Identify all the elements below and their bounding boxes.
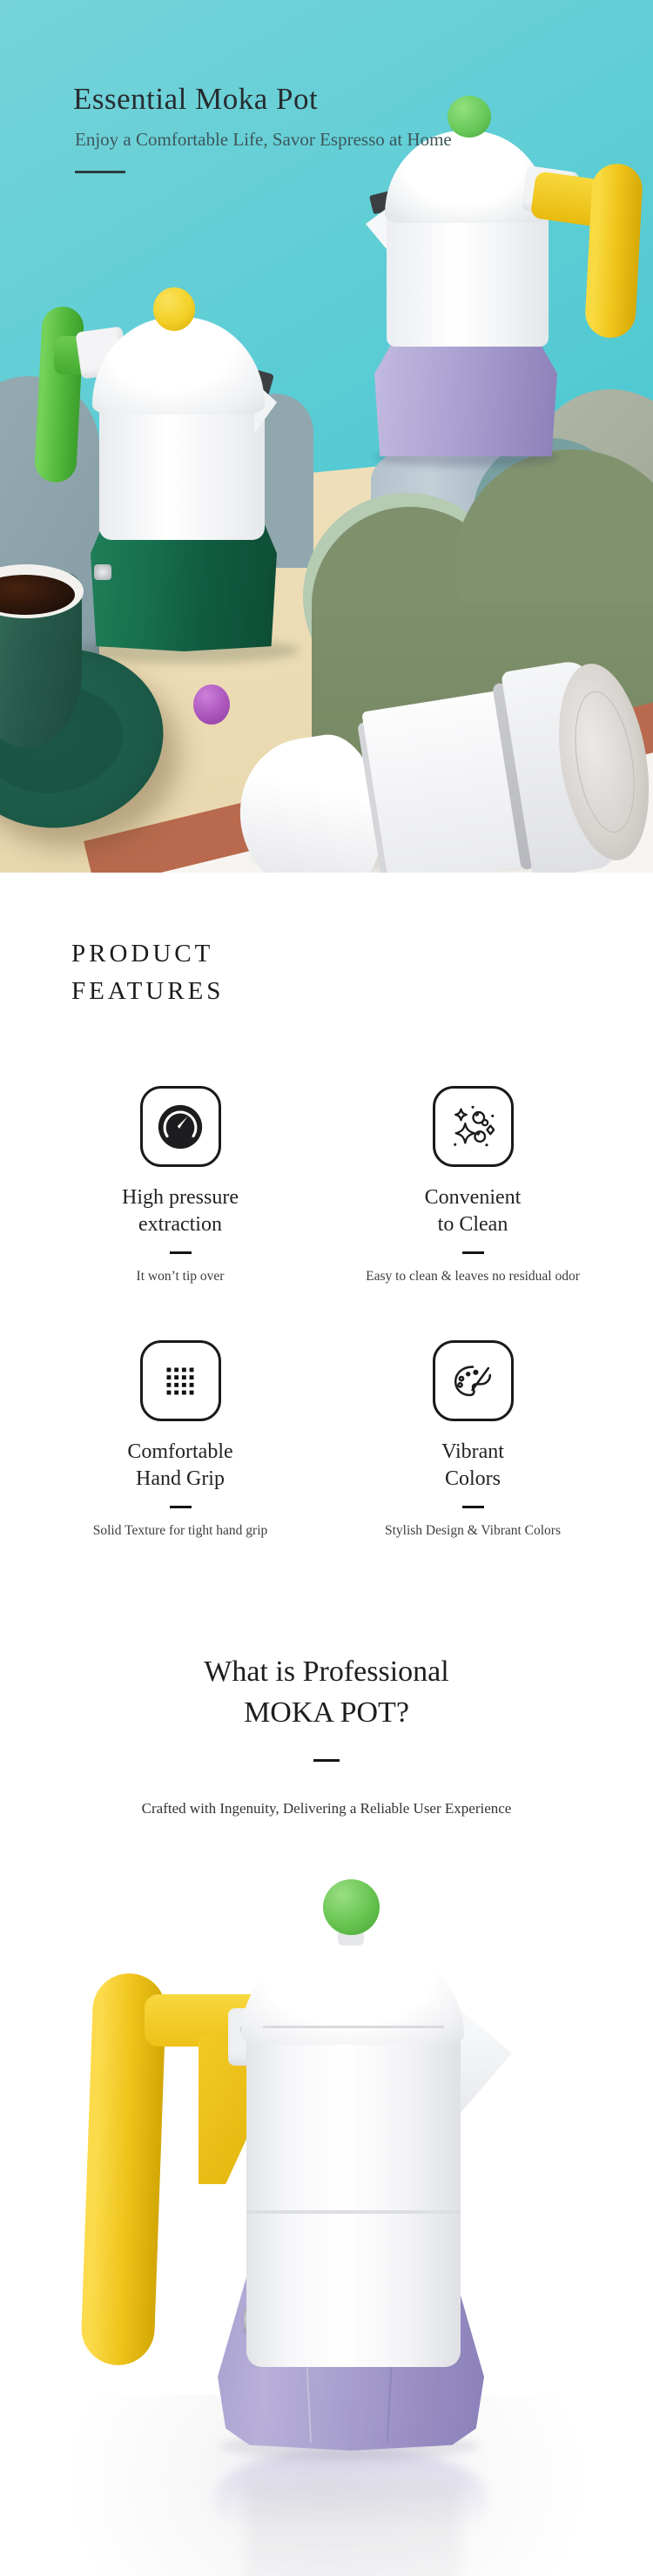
feature-title: Vibrant Colors <box>441 1440 504 1490</box>
feature-title: Comfortable Hand Grip <box>127 1440 233 1490</box>
feature-high-pressure <box>37 1086 324 1285</box>
pot-body <box>246 2034 461 2367</box>
feature-caption: Solid Texture for tight hand grip <box>92 1522 268 1538</box>
green-octagon-base <box>91 523 277 651</box>
sparkles-icon-glyph <box>448 1102 498 1152</box>
gauge-icon-glyph <box>155 1102 205 1152</box>
divider-line <box>462 1506 484 1508</box>
section-subtitle: Crafted with Ingenuity, Delivering a Reliable User Experience <box>141 1800 512 1817</box>
magenta-ball-prop <box>193 684 230 725</box>
divider-line <box>462 1251 484 1254</box>
feature-caption: It won’t tip over <box>136 1268 225 1284</box>
gauge-icon <box>140 1086 221 1167</box>
yellow-ball-knob <box>153 287 195 331</box>
pot-body <box>387 207 549 347</box>
feature-vibrant-colors <box>329 1340 616 1539</box>
features-heading-line1: PRODUCT <box>71 940 214 968</box>
palette-icon <box>433 1340 514 1421</box>
feature-caption: Stylish Design & Vibrant Colors <box>384 1522 561 1538</box>
pot-spout <box>456 2006 512 2118</box>
pot-body-ring <box>246 2210 461 2214</box>
pot-lid-dome <box>241 1939 464 2045</box>
feature-title: High pressure extraction <box>122 1186 239 1236</box>
lid-seam <box>263 2026 444 2028</box>
grip-dots-icon <box>140 1340 221 1421</box>
feature-convenient-clean <box>329 1086 616 1285</box>
grip-dots-icon-glyph <box>155 1356 205 1406</box>
green-ball-knob <box>448 96 491 138</box>
sparkles-icon <box>433 1086 514 1167</box>
divider-line <box>170 1506 192 1508</box>
yellow-handle-grip <box>584 163 643 340</box>
hero-photo <box>0 0 653 873</box>
what-is-section <box>0 1651 653 1817</box>
pot-reflection <box>246 2482 461 2576</box>
safety-valve <box>94 564 111 580</box>
features-heading <box>71 935 224 1010</box>
divider-line <box>75 171 125 173</box>
bottom-product-photo <box>0 1872 653 2576</box>
section-title: What is Professional MOKA POT? <box>204 1656 449 1729</box>
palette-icon-glyph <box>448 1356 498 1406</box>
green-ball-knob <box>323 1879 380 1935</box>
feature-title: Convenient to Clean <box>424 1186 522 1236</box>
divider-line <box>313 1759 340 1762</box>
hero-title: Essential Moka Pot <box>73 82 319 116</box>
pot-body <box>99 394 265 540</box>
purple-octagon-base <box>374 341 557 456</box>
divider-line <box>170 1251 192 1254</box>
features-heading-line2: FEATURES <box>71 977 225 1005</box>
feature-caption: Easy to clean & leaves no residual odor <box>366 1268 580 1284</box>
feature-hand-grip <box>37 1340 324 1539</box>
hero-subtitle: Enjoy a Comfortable Life, Savor Espresso at Home <box>75 129 452 150</box>
